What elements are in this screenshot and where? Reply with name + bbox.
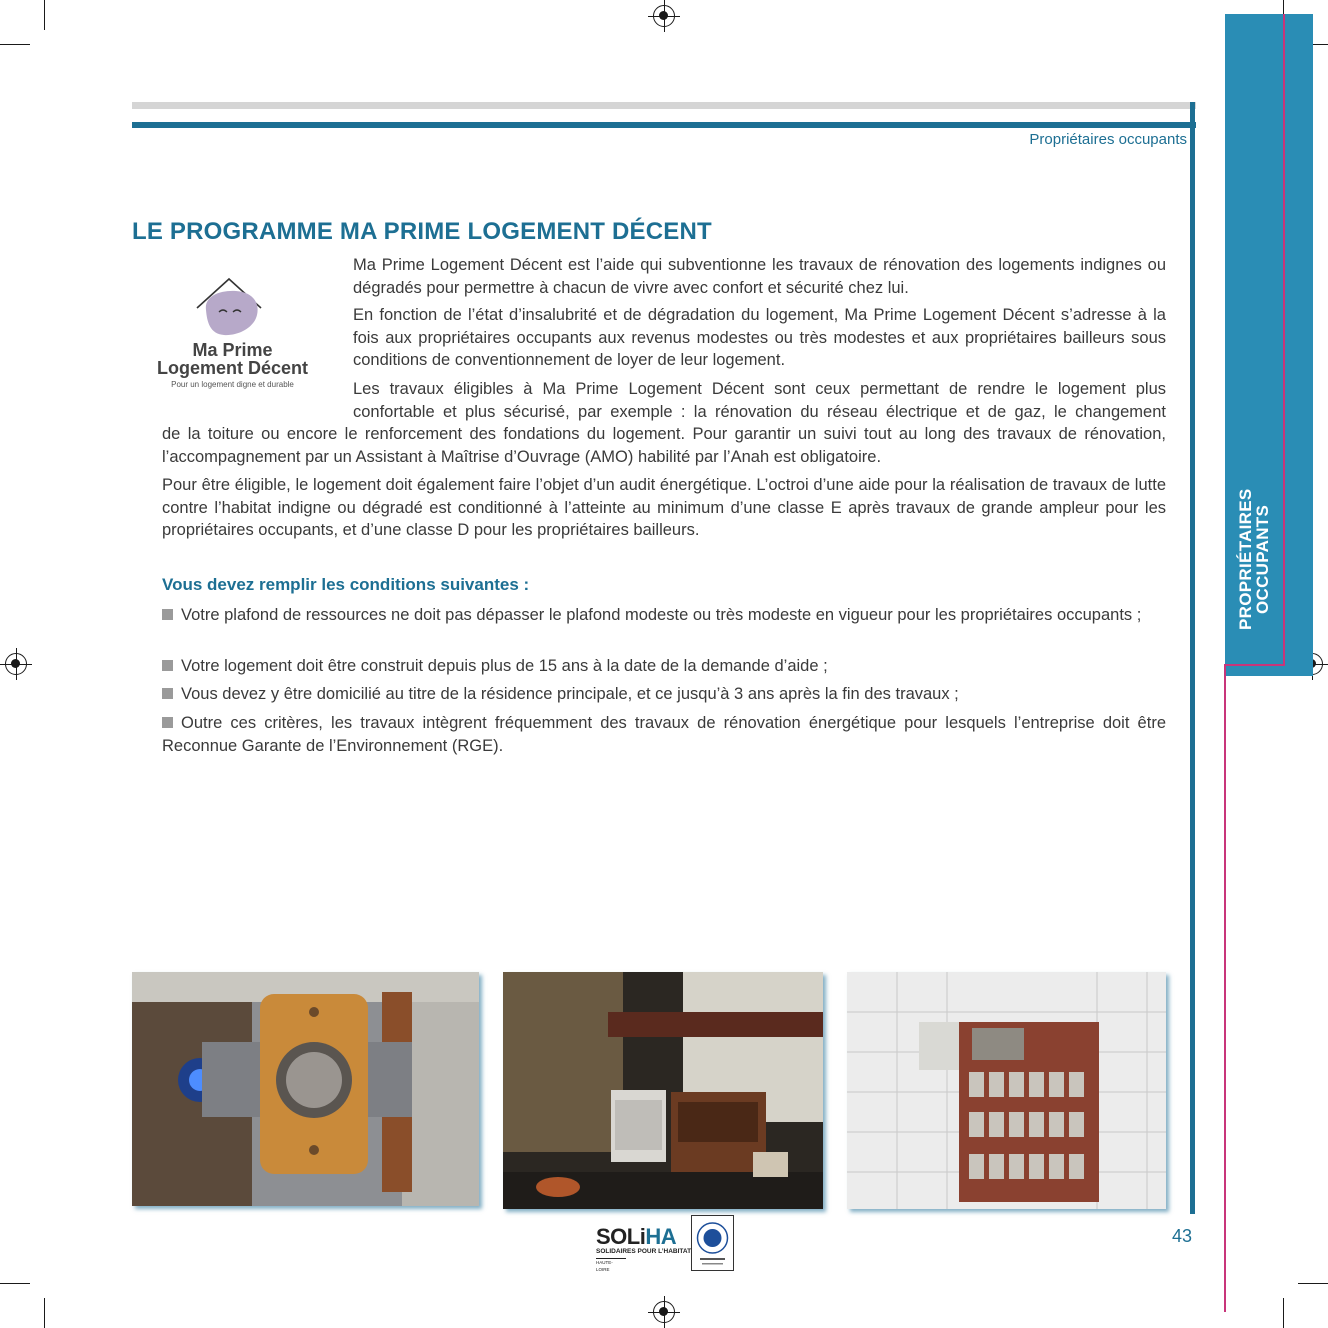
square-bullet-icon	[162, 688, 173, 699]
paragraph-works: Les travaux éligibles à Ma Prime Logement Décent sont ceux permettant de rendre le logement plus confortable et plus sécurisé, par exemple : la rénovation du réseau électrique et de gaz, le changement	[353, 380, 1166, 421]
side-tab-label	[1237, 485, 1289, 633]
soliha-logo	[596, 1226, 691, 1273]
photo-burnt-kitchen	[503, 972, 823, 1209]
paragraph-works-cont: de la toiture ou encore le renforcement des fondations du logement. Pour garantir un suivi tout au long des travaux de rénovation, l’accompagnement par un Assistant à Maîtrise d’Ouvrage (AMO) habilité par l’Anah est obligatoire.	[162, 425, 1166, 466]
side-tab-line1: PROPRIÉTAIRES	[1236, 488, 1255, 630]
conditions-heading: Vous devez remplir les conditions suivantes :	[162, 575, 530, 594]
door-lock-image	[132, 972, 479, 1206]
square-bullet-icon	[162, 717, 173, 728]
condition-item: Outre ces critères, les travaux intègrent fréquemment des travaux de rénovation énergétique pour lesquels l’entreprise doit être Reconnue Garante de l’Environnement (RGE).	[162, 714, 1166, 755]
logo-tagline: Pour un logement digne et durable	[171, 380, 294, 389]
crop-mark	[44, 0, 45, 30]
brand-region: HAUTE-LOIRE	[596, 1258, 626, 1273]
certification-badge-icon	[691, 1215, 734, 1271]
condition-item: Votre logement doit être construit depuis plus de 15 ans à la date de la demande d’aide ;	[162, 655, 1166, 678]
crop-mark	[0, 44, 30, 45]
condition-item: Votre plafond de ressources ne doit pas dépasser le plafond modeste ou très modeste en vigueur pour les propriétaires occupants ;	[162, 604, 1166, 627]
fuse-box-image	[847, 972, 1166, 1209]
brand-tagline: SOLIDAIRES POUR L’HABITAT	[596, 1248, 692, 1255]
square-bullet-icon	[162, 609, 173, 620]
header-rule-blue	[132, 122, 1196, 128]
crop-mark	[1283, 1298, 1284, 1328]
house-blob-icon	[140, 270, 325, 342]
paragraph-eligibility: En fonction de l’état d’insalubrité et de dégradation du logement, Ma Prime Logement Décent s’adresse à la fois aux propriétaires occupants aux revenus modestes ou très modestes et aux propriétaires bailleurs sous conditions de conventionnement de loyer de leur logement.	[353, 306, 1166, 369]
ma-prime-logo	[140, 270, 325, 400]
crop-mark	[44, 1298, 45, 1328]
header-rule-grey	[132, 102, 1196, 109]
brand-part2: HA	[645, 1224, 677, 1249]
logo-name-line1: Ma Prime	[192, 340, 273, 360]
certification-seal-icon	[692, 1216, 733, 1270]
square-bullet-icon	[162, 660, 173, 671]
crop-mark	[1298, 1283, 1328, 1284]
registration-mark-icon	[5, 653, 27, 675]
page-rule-vertical	[1190, 102, 1195, 1214]
registration-mark-icon	[653, 5, 675, 27]
logo-name-line2: Logement Décent	[156, 358, 309, 378]
tab-outline	[1225, 664, 1285, 666]
brand-part1: SOLi	[596, 1224, 646, 1249]
side-tab-line2: OCCUPANTS	[1253, 504, 1272, 614]
tab-outline	[1224, 664, 1226, 1312]
condition-item: Vous devez y être domicilié au titre de la résidence principale, et ce jusqu’à 3 ans après la fin des travaux ;	[162, 683, 1166, 706]
running-head: Propriétaires occupants	[1029, 131, 1187, 148]
page-number: 43	[1172, 1226, 1193, 1246]
photo-old-fuse-box	[847, 972, 1166, 1209]
crop-mark	[0, 1283, 30, 1284]
paragraph-intro: Ma Prime Logement Décent est l’aide qui subventionne les travaux de rénovation des logements indignes ou dégradés pour permettre à chacun de vivre avec confort et sécurité chez lui.	[353, 256, 1166, 297]
burnt-kitchen-image	[503, 972, 823, 1209]
page-title: LE PROGRAMME MA PRIME LOGEMENT DÉCENT	[132, 218, 712, 245]
registration-mark-icon	[653, 1301, 675, 1323]
photo-door-lock	[132, 972, 479, 1206]
paragraph-audit: Pour être éligible, le logement doit également faire l’objet d’un audit énergétique. L’octroi d’une aide pour la réalisation de travaux de lutte contre l’habitat indigne ou dégradé est conditionné à l’atteinte au minimum d’une classe E après travaux de grande ampleur pour les propriétaires occupants, et d’une classe D pour les propriétaires bailleurs.	[162, 476, 1166, 539]
